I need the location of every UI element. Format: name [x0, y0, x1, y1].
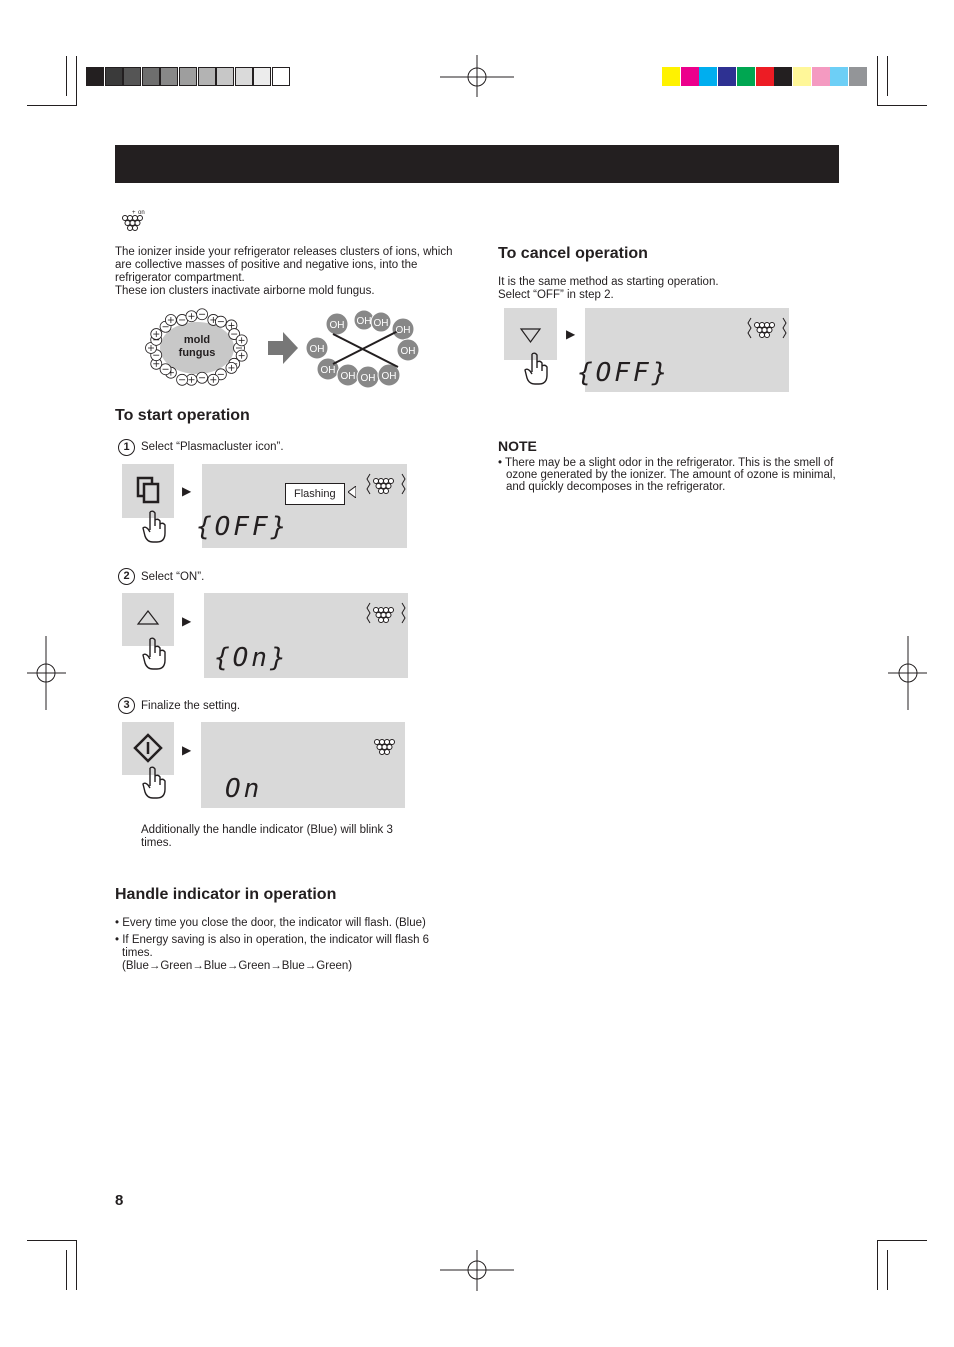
cancel-text: It is the same method as starting operation. Select “OFF” in step 2. [498, 276, 719, 301]
section-header-bar [115, 145, 839, 183]
plasmacluster-icon [366, 599, 406, 627]
lcd-display-cancel [577, 308, 789, 392]
lcd-value: On [225, 774, 263, 804]
svg-text:OH: OH [309, 344, 325, 355]
handle-heading: Handle indicator in operation [115, 886, 337, 903]
handle-bullet: • Every time you close the door, the indicator will flash. (Blue) [115, 917, 426, 929]
gray-swatch [179, 67, 197, 86]
plasmacluster-icon [366, 470, 406, 498]
gray-swatch [160, 67, 178, 86]
cancel-heading: To cancel operation [498, 245, 648, 262]
color-swatch [662, 67, 680, 86]
lcd-display-step1 [196, 464, 407, 548]
gray-swatch [253, 67, 271, 86]
color-swatch [756, 67, 774, 86]
gray-swatch [105, 67, 123, 86]
next-arrow-icon: ▶ [182, 614, 192, 628]
color-swatch [737, 67, 755, 86]
gray-swatch [86, 67, 104, 86]
color-swatch [849, 67, 867, 86]
lcd-display-step2 [204, 593, 408, 678]
gray-swatch [198, 67, 216, 86]
start-heading: To start operation [115, 407, 250, 424]
color-swatch [774, 67, 792, 86]
plasmacluster-icon [373, 731, 399, 757]
color-swatch [793, 67, 811, 86]
pointing-hand-icon [142, 510, 170, 544]
svg-text:OH: OH [400, 346, 416, 357]
next-arrow-icon: ▶ [182, 743, 192, 757]
step-text: Select “ON”. [141, 571, 205, 583]
pointing-hand-icon [524, 352, 552, 386]
handle-bullet: • If Energy saving is also in operation, the indicator will flash 6 times. (Blue→Green→Blue→Green→Blue→Green) [115, 934, 430, 972]
gray-swatch [216, 67, 234, 86]
svg-text:OH: OH [329, 320, 345, 331]
gray-swatch [142, 67, 160, 86]
gray-swatch [235, 67, 253, 86]
color-swatch [830, 67, 848, 86]
color-swatch [812, 67, 830, 86]
next-arrow-icon: ▶ [182, 484, 192, 498]
additional-note: Additionally the handle indicator (Blue) will blink 3 times. [141, 824, 393, 849]
lcd-value: {OFF} [196, 512, 290, 542]
gray-swatch [123, 67, 141, 86]
step-text: Finalize the setting. [141, 700, 241, 712]
step-text: Select “Plasmacluster icon”. [141, 441, 284, 453]
svg-text:OH: OH [340, 371, 356, 382]
next-arrow-icon: ▶ [566, 327, 576, 341]
svg-text:OH: OH [381, 371, 397, 382]
step-number: 1 [118, 439, 135, 456]
svg-text:on: on [138, 210, 145, 216]
gray-swatch [272, 67, 290, 86]
pointing-hand-icon [142, 766, 170, 800]
big-arrow-icon [268, 332, 298, 364]
note-text: • There may be a slight odor in the refrigerator. This is the smell of ozone generated by the ionizer. The amount of ozone is minimal, and quickly decomposes in the refrigerator. [498, 457, 836, 493]
plasmacluster-icon [747, 314, 787, 342]
step-number: 3 [118, 697, 135, 714]
intro-paragraph: The ionizer inside your refrigerator releases clusters of ions, which are collective masses of positive and negative ions, into the refrigerator compartment. These ion clusters inactivate airborne mold fungus. [115, 246, 453, 297]
svg-text:OH: OH [356, 316, 372, 327]
lcd-value: {On} [214, 643, 289, 673]
lcd-display-step3 [201, 722, 405, 808]
svg-text:OH: OH [360, 373, 376, 384]
svg-text:OH: OH [395, 325, 411, 336]
mold-label: mold fungus [178, 334, 216, 359]
color-swatch [699, 67, 717, 86]
step-number: 2 [118, 568, 135, 585]
lcd-value: {OFF} [577, 358, 671, 388]
svg-text:OH: OH [320, 365, 336, 376]
flashing-callout: Flashing [285, 483, 345, 505]
svg-text:+: + [132, 210, 136, 216]
note-heading: NOTE [498, 438, 537, 454]
pointing-hand-icon [142, 637, 170, 671]
color-swatch [681, 67, 699, 86]
color-swatch [718, 67, 736, 86]
page-number: 8 [115, 1192, 124, 1209]
svg-text:OH: OH [373, 318, 389, 329]
plasmacluster-icon [119, 207, 145, 235]
